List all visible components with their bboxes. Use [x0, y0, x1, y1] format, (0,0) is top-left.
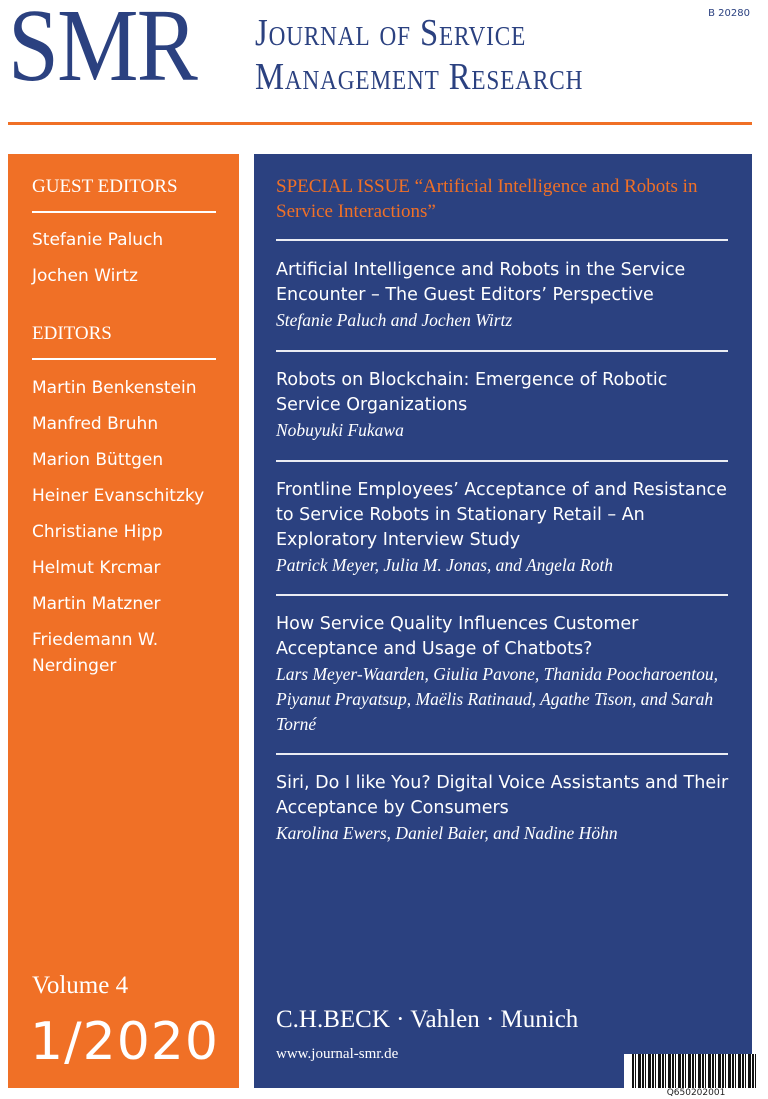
article-authors: Lars Meyer-Waarden, Giulia Pavone, Thanida Poocharoentou, Piyanut Prayatsup, Maëlis Ratinaud, Agathe Tison, and Sarah Torné — [276, 664, 718, 734]
journal-title-line2: Management Research — [255, 56, 584, 98]
barcode — [624, 1054, 768, 1099]
article-authors: Nobuyuki Fukawa — [276, 420, 404, 440]
article-authors: Patrick Meyer, Julia M. Jonas, and Angela Roth — [276, 555, 613, 575]
volume-label: Volume 4 — [32, 972, 129, 999]
barcode-bars-icon — [632, 1054, 758, 1088]
article-title: How Service Quality Influences Customer Acceptance and Usage of Chatbots? — [276, 614, 639, 659]
editor: Marion Büttgen — [32, 450, 164, 470]
contents-panel — [254, 154, 752, 1088]
journal-logo: SMR — [8, 0, 197, 103]
journal-title — [255, 11, 583, 99]
journal-title-line1: Journal of Service — [255, 12, 527, 54]
editor: Nerdinger — [32, 656, 117, 676]
journal-url[interactable]: www.journal-smr.de — [276, 1046, 399, 1062]
article — [276, 258, 736, 333]
divider — [32, 211, 216, 213]
divider — [276, 594, 728, 596]
issue-number: 1/2020 — [30, 1012, 219, 1072]
article-title: Robots on Blockchain: Emergence of Robotic Service Organizations — [276, 370, 668, 415]
divider — [276, 753, 728, 755]
article-authors: Stefanie Paluch and Jochen Wirtz — [276, 310, 513, 330]
editor: Helmut Krcmar — [32, 558, 161, 578]
article-title: Artificial Intelligence and Robots in the Service Encounter – The Guest Editors’ Perspective — [276, 260, 686, 305]
editors-panel — [8, 154, 239, 1088]
divider — [276, 460, 728, 462]
article-title: Frontline Employees’ Acceptance of and Resistance to Service Robots in Stationary Retail – An Exploratory Interview Study — [276, 480, 727, 550]
issue-code: B 20280 — [708, 8, 750, 19]
editor: Martin Matzner — [32, 594, 161, 614]
guest-editor: Stefanie Paluch — [32, 230, 164, 250]
special-issue-title: SPECIAL ISSUE “Artificial Intelligence and Robots in Service Interactions” — [276, 176, 698, 222]
editor: Martin Benkenstein — [32, 378, 197, 398]
barcode-number: Q650202001 — [666, 1088, 726, 1098]
editors-heading: EDITORS — [32, 323, 112, 344]
guest-editors-heading: GUEST EDITORS — [32, 176, 178, 197]
article — [276, 612, 736, 737]
divider — [276, 239, 728, 241]
article-title: Siri, Do I like You? Digital Voice Assistants and Their Acceptance by Consumers — [276, 773, 729, 818]
header-divider — [8, 122, 752, 125]
article — [276, 368, 736, 443]
publisher: C.H.BECK · Vahlen · Munich — [276, 1006, 579, 1033]
article-authors: Karolina Ewers, Daniel Baier, and Nadine Höhn — [276, 823, 618, 843]
divider — [32, 358, 216, 360]
article — [276, 771, 736, 846]
editor: Manfred Bruhn — [32, 414, 159, 434]
guest-editor: Jochen Wirtz — [32, 266, 138, 286]
editor: Heiner Evanschitzky — [32, 486, 205, 506]
divider — [276, 350, 728, 352]
editor: Christiane Hipp — [32, 522, 163, 542]
editor: Friedemann W. — [32, 630, 159, 650]
article — [276, 478, 736, 578]
